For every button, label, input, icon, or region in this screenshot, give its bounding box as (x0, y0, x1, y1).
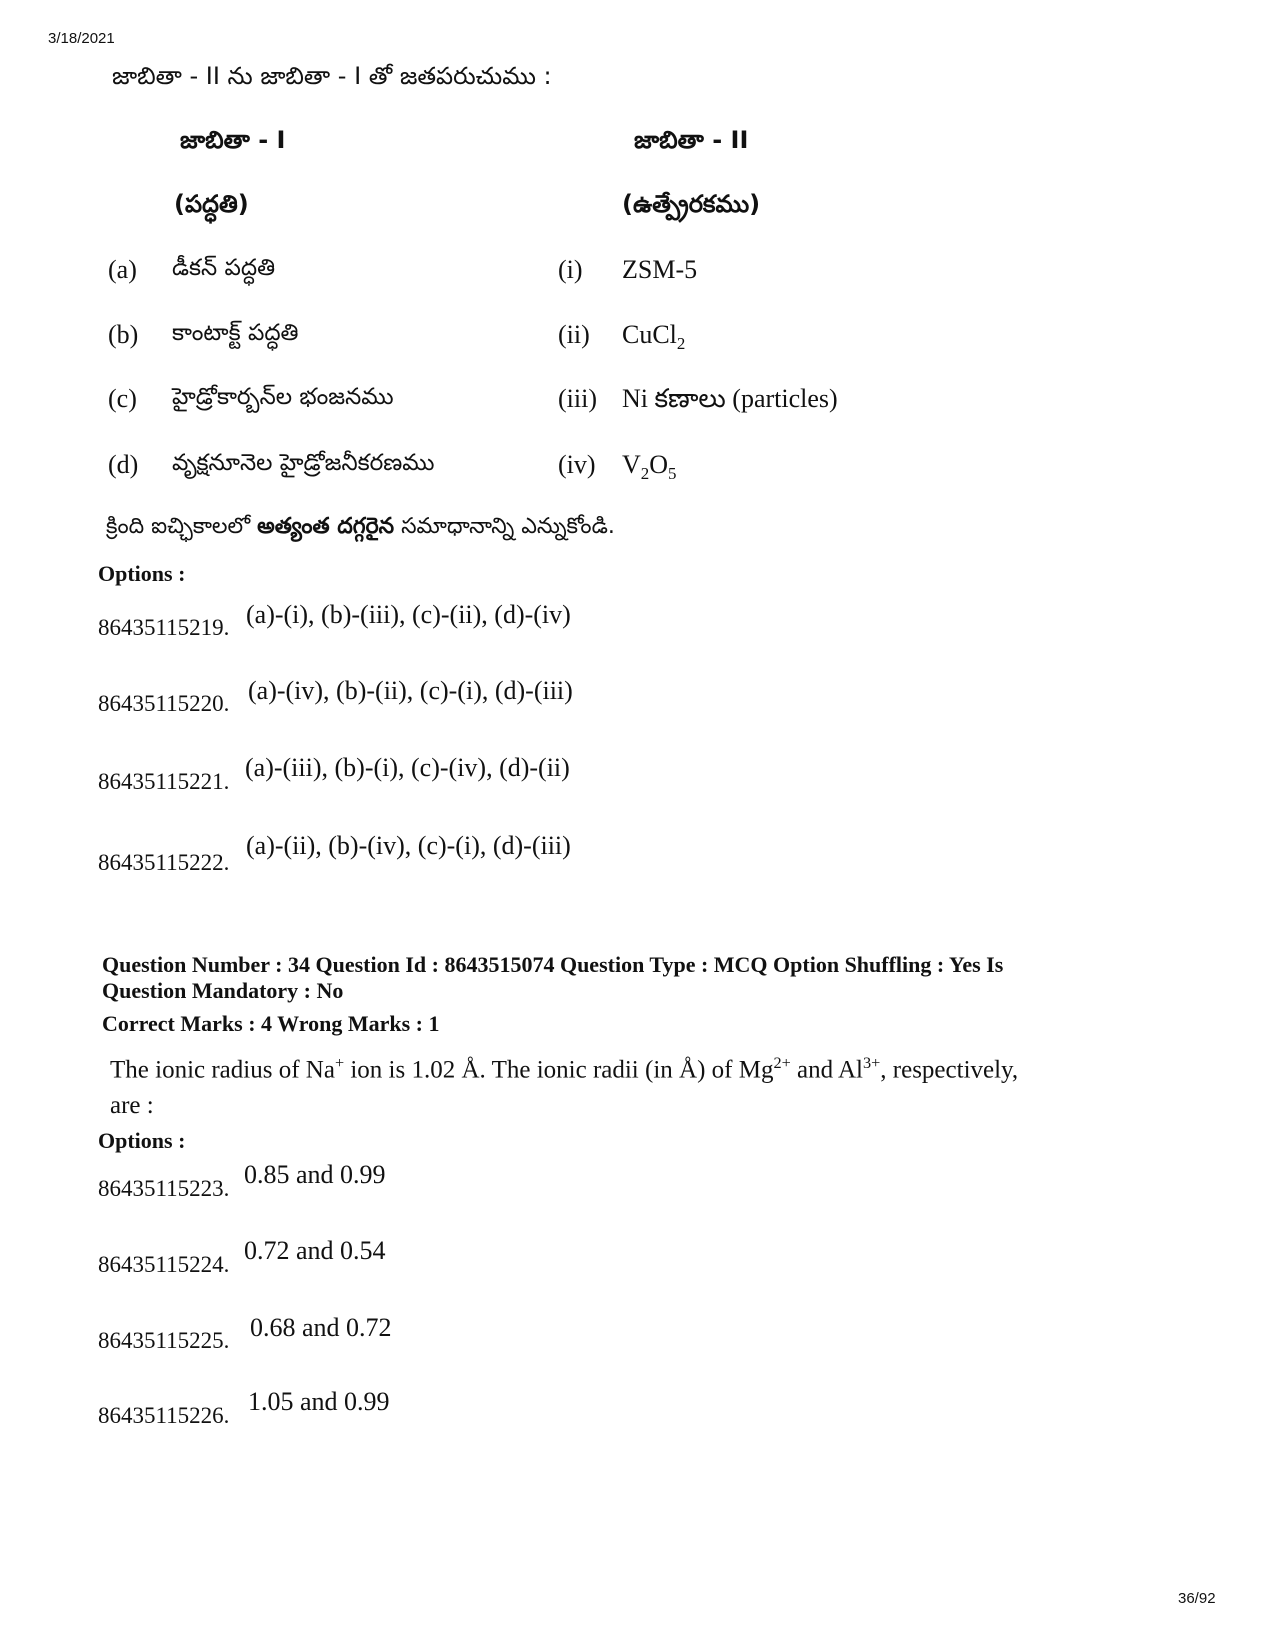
stem-text: The ionic radius of Na (110, 1056, 335, 1084)
print-date: 3/18/2021 (48, 30, 115, 47)
formula-subscript: 5 (668, 464, 677, 484)
option-text: 0.72 and 0.54 (244, 1236, 386, 1265)
list2-item-i: ZSM-5 (622, 255, 698, 284)
question-marks: Correct Marks : 4 Wrong Marks : 1 (102, 1011, 440, 1036)
list1-item-b: కాంటాక్ట్ పద్ధతి (172, 320, 299, 346)
list2-item-ii (622, 320, 685, 354)
option-id: 86435115222. (98, 850, 230, 875)
question-header: Question Number : 34 Question Id : 8643515074 Question Type : MCQ Option Shuffling : Yes Is (102, 952, 1004, 977)
list1-key-c: (c) (108, 384, 137, 413)
question-stem (110, 1054, 1018, 1084)
option-id: 86435115220. (98, 691, 230, 716)
formula-subscript: 2 (640, 464, 650, 484)
option-text: (a)-(i), (b)-(iii), (c)-(ii), (d)-(iv) (246, 600, 571, 629)
list1-key-a: (a) (108, 255, 137, 284)
options-label: Options : (98, 1128, 186, 1153)
option-text: (a)-(iii), (b)-(i), (c)-(iv), (d)-(ii) (245, 753, 570, 782)
formula-subscript: 2 (676, 334, 686, 354)
option-id: 86435115223. (98, 1176, 230, 1201)
option-id: 86435115219. (98, 615, 230, 640)
option-text: (a)-(ii), (b)-(iv), (c)-(i), (d)-(iii) (246, 831, 571, 860)
instruction-text: సమాధానాన్ని ఎన్నుకోండి. (394, 514, 615, 539)
list2-title: జాబితా - II (634, 126, 749, 154)
stem-text: and Al (790, 1056, 863, 1084)
stem-text: , respectively, (880, 1056, 1019, 1084)
option-text: 0.68 and 0.72 (250, 1313, 392, 1342)
list1-item-c: హైడ్రోకార్బన్‌ల భంజనము (172, 384, 394, 410)
formula-cucl: CuCl (622, 320, 677, 349)
formula-o: O (649, 450, 669, 479)
option-id: 86435115225. (98, 1328, 230, 1353)
list2-key-iv: (iv) (558, 450, 596, 479)
ion-charge: 2+ (773, 1054, 791, 1072)
list1-title: జాబితా - I (180, 126, 286, 154)
list1-key-d: (d) (108, 450, 139, 479)
option-id: 86435115224. (98, 1252, 230, 1277)
options-label: Options : (98, 561, 186, 586)
ion-charge: + (334, 1054, 345, 1072)
question-stem-cont: are : (110, 1092, 154, 1119)
option-id: 86435115221. (98, 769, 230, 794)
choose-instruction (106, 514, 615, 544)
option-text: 0.85 and 0.99 (244, 1160, 386, 1189)
formula-v: V (622, 450, 641, 479)
list2-item-iii: Ni కణాలు (particles) (622, 384, 838, 413)
list1-key-b: (b) (108, 320, 139, 349)
list1-subtitle: (పద్ధతి) (174, 190, 249, 218)
stem-text: ion is 1.02 Å. The ionic radii (in Å) of Mg (344, 1056, 774, 1084)
instruction-text: క్రింది ఐచ్ఛికాలలో (106, 514, 258, 539)
question-header-cont: Question Mandatory : No (102, 978, 344, 1003)
list2-key-i: (i) (558, 255, 583, 284)
page-number: 36/92 (1178, 1590, 1216, 1607)
option-text: 1.05 and 0.99 (248, 1387, 390, 1416)
instruction-emphasis: అత్యంత దగ్గరైన (257, 514, 395, 539)
list2-item-iv (622, 450, 676, 484)
list2-key-iii: (iii) (558, 384, 597, 413)
match-instruction: జాబితా - II ను జాబితా - I తో జతపరుచుము : (112, 62, 552, 90)
option-id: 86435115226. (98, 1403, 230, 1428)
list2-key-ii: (ii) (558, 320, 590, 349)
list1-item-d: వృక్షనూనెల హైడ్రోజనీకరణము (172, 450, 435, 476)
list1-item-a: డీకన్ పద్ధతి (172, 255, 276, 281)
list2-subtitle: (ఉత్ప్రేరకము) (622, 190, 761, 218)
option-text: (a)-(iv), (b)-(ii), (c)-(i), (d)-(iii) (248, 676, 573, 705)
ion-charge: 3+ (862, 1054, 881, 1072)
